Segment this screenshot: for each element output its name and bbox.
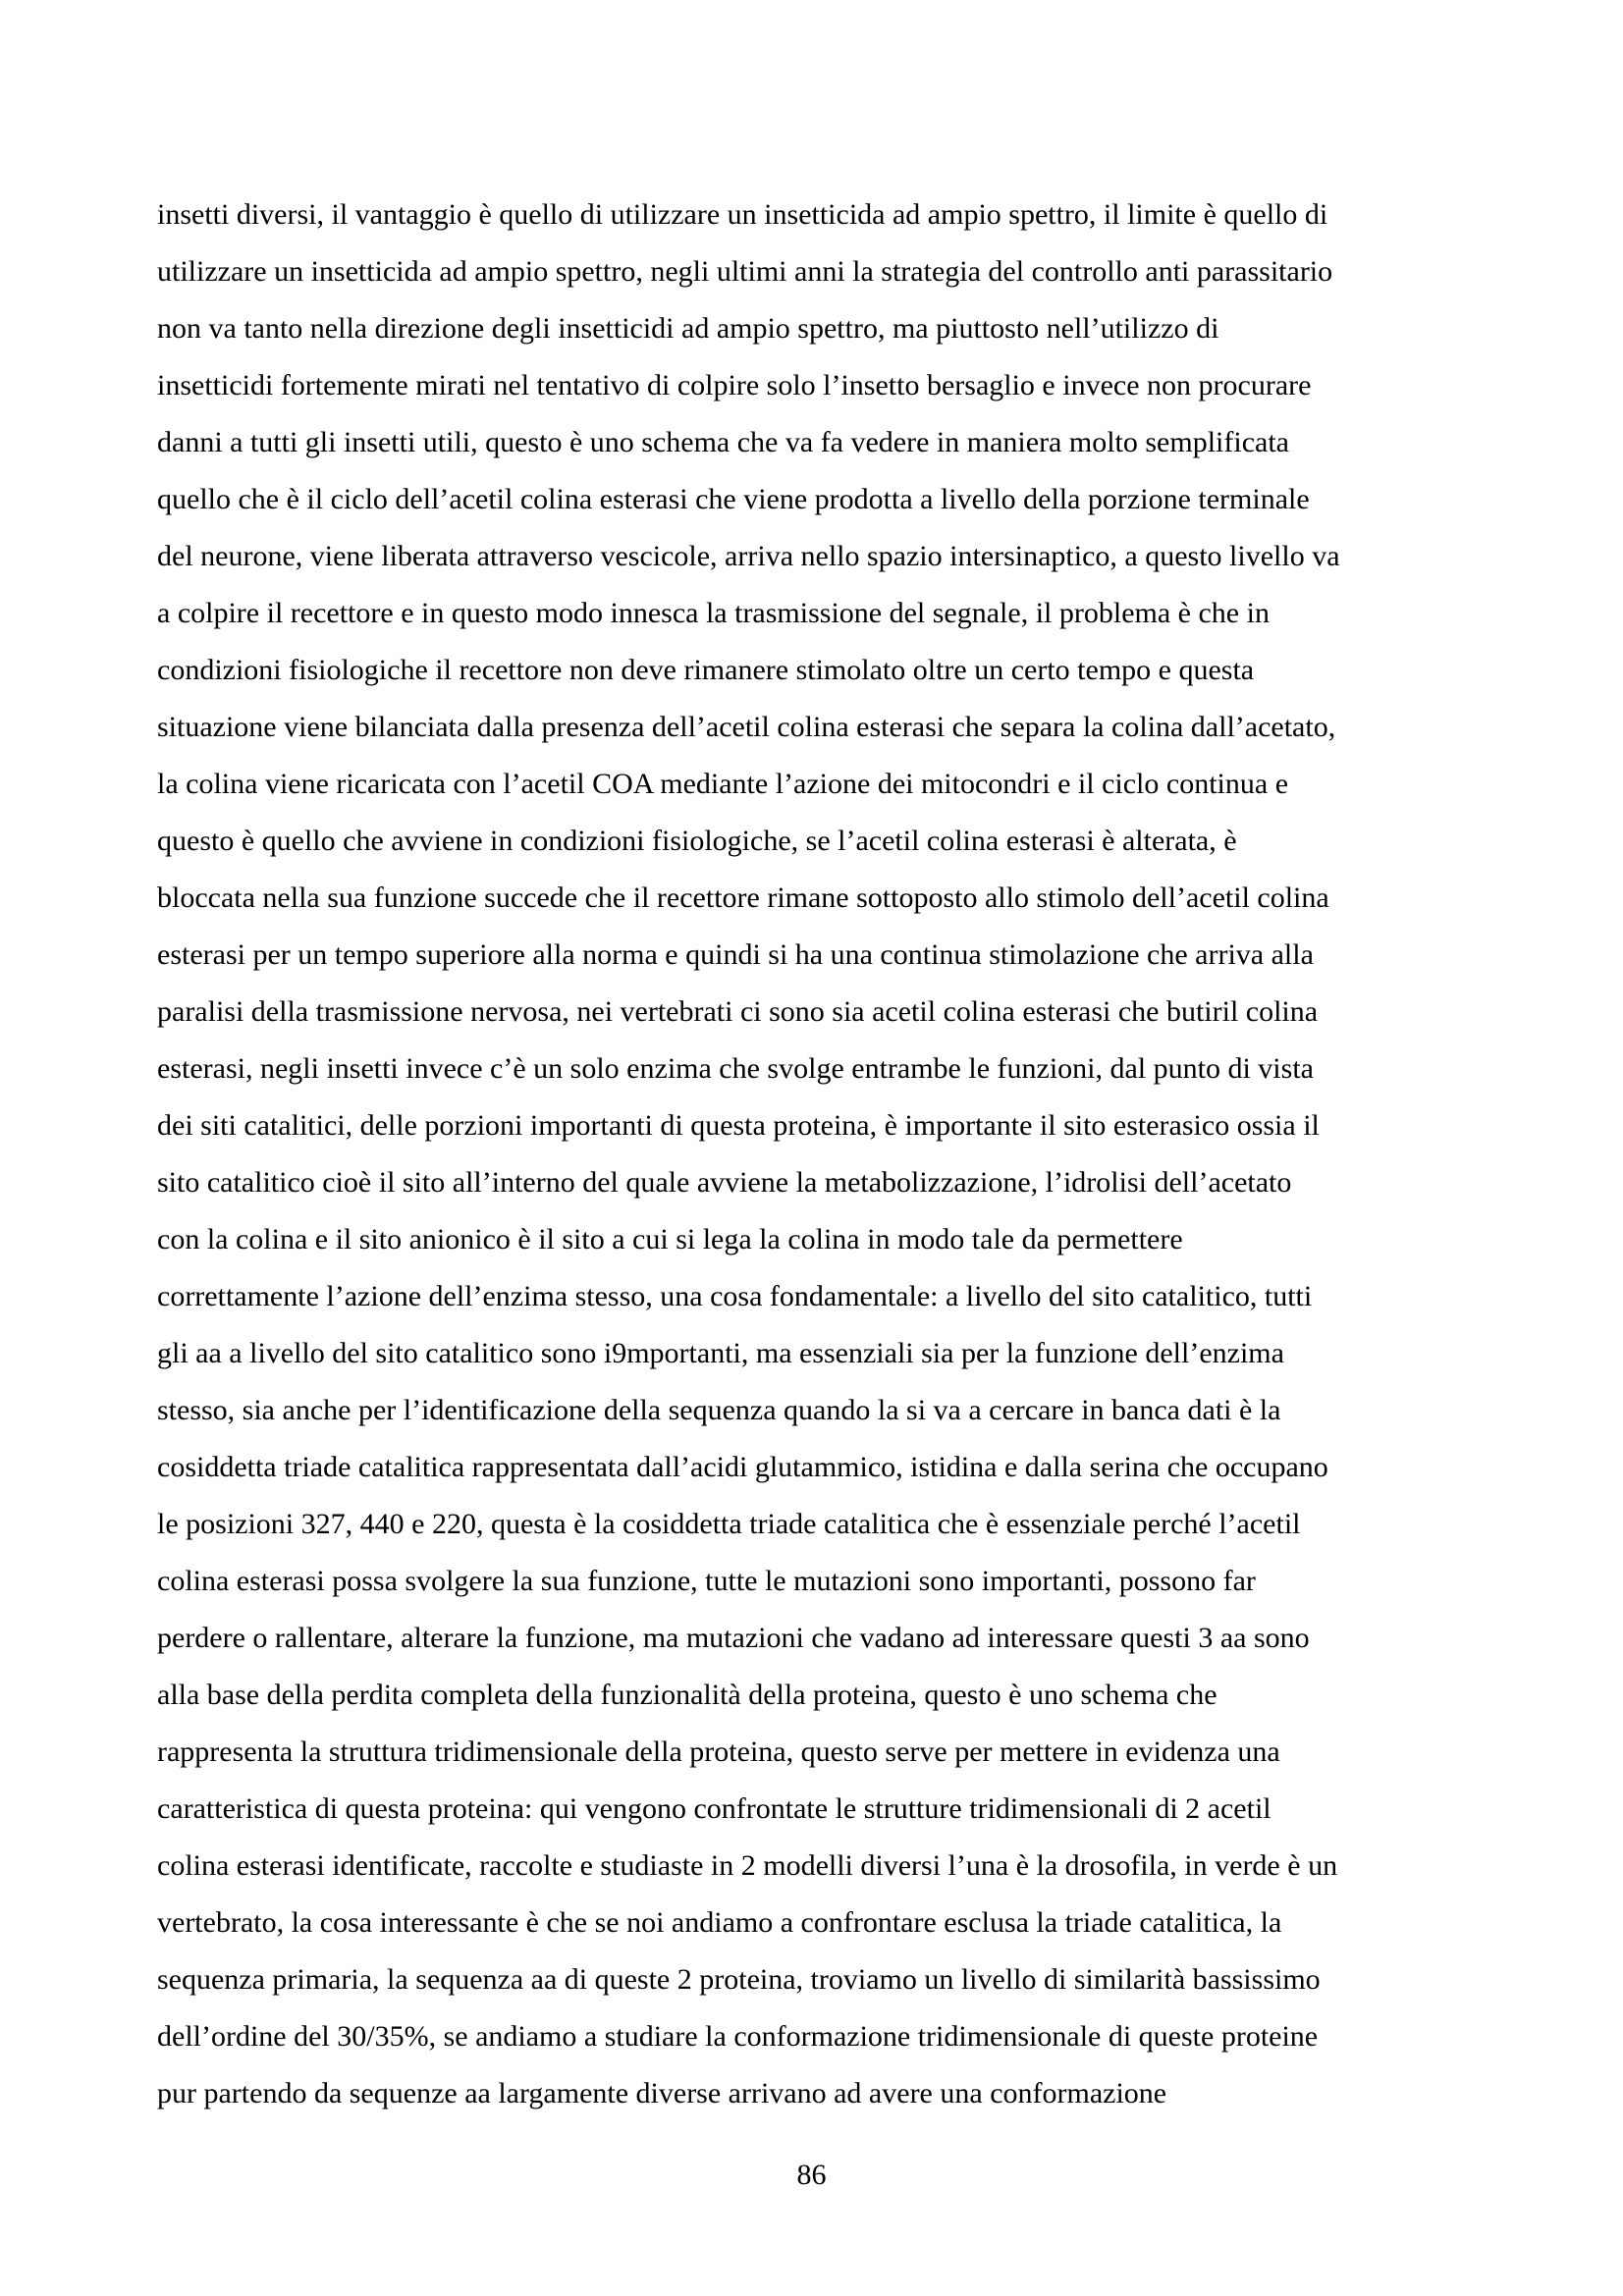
text-line: quello che è il ciclo dell’acetil colina esterasi che viene prodotta a livello della porzione terminale bbox=[157, 483, 1310, 515]
text-line: la colina viene ricaricata con l’acetil COA mediante l’azione dei mitocondri e il ciclo continua e bbox=[157, 768, 1289, 800]
text-line: sito catalitico cioè il sito all’interno del quale avviene la metabolizzazione, l’idrolisi dell’acetato bbox=[157, 1166, 1292, 1199]
text-line: danni a tutti gli insetti utili, questo è uno schema che va fa vedere in maniera molto semplificata bbox=[157, 426, 1289, 458]
text-line: stesso, sia anche per l’identificazione della sequenza quando la si va a cercare in banca dati è la bbox=[157, 1394, 1281, 1426]
text-line: colina esterasi possa svolgere la sua funzione, tutte le mutazioni sono importanti, possono far bbox=[157, 1565, 1256, 1597]
text-line: correttamente l’azione dell’enzima stesso, una cosa fondamentale: a livello del sito catalitico, tutti bbox=[157, 1280, 1313, 1312]
text-line: colina esterasi identificate, raccolte e studiaste in 2 modelli diversi l’una è la drosofila, in verde è un bbox=[157, 1849, 1338, 1882]
page-number: 86 bbox=[796, 2159, 827, 2191]
text-line: cosiddetta triade catalitica rappresentata dall’acidi glutammico, istidina e dalla serina che occupano bbox=[157, 1451, 1328, 1483]
text-line: situazione viene bilanciata dalla presenza dell’acetil colina esterasi che separa la colina dall’acetato, bbox=[157, 711, 1336, 743]
text-line: rappresenta la struttura tridimensionale della proteina, questo serve per mettere in evidenza una bbox=[157, 1735, 1280, 1768]
text-line: alla base della perdita completa della funzionalità della proteina, questo è uno schema che bbox=[157, 1679, 1217, 1711]
text-line: con la colina e il sito anionico è il sito a cui si lega la colina in modo tale da permettere bbox=[157, 1223, 1183, 1255]
text-line: insetticidi fortemente mirati nel tentativo di colpire solo l’insetto bersaglio e invece non procurare bbox=[157, 369, 1312, 401]
text-line: utilizzare un insetticida ad ampio spettro, negli ultimi anni la strategia del controllo anti parassitario bbox=[157, 255, 1333, 288]
text-line: gli aa a livello del sito catalitico sono i9mportanti, ma essenziali sia per la funzione dell’enzima bbox=[157, 1337, 1284, 1369]
text-line: sequenza primaria, la sequenza aa di queste 2 proteina, troviamo un livello di similarità bassissimo bbox=[157, 1963, 1321, 1996]
text-line: pur partendo da sequenze aa largamente diverse arrivano ad avere una conformazione bbox=[157, 2077, 1167, 2109]
text-line: bloccata nella sua funzione succede che il recettore rimane sottoposto allo stimolo dell’acetil colina bbox=[157, 881, 1329, 914]
text-line: insetti diversi, il vantaggio è quello di utilizzare un insetticida ad ampio spettro, il limite è quello di bbox=[157, 198, 1328, 231]
text-line: esterasi, negli insetti invece c’è un solo enzima che svolge entrambe le funzioni, dal punto di vista bbox=[157, 1052, 1314, 1085]
text-line: esterasi per un tempo superiore alla norma e quindi si ha una continua stimolazione che arriva alla bbox=[157, 938, 1314, 971]
text-line: dell’ordine del 30/35%, se andiamo a studiare la conformazione tridimensionale di queste proteine bbox=[157, 2020, 1319, 2053]
text-line: vertebrato, la cosa interessante è che se noi andiamo a confrontare esclusa la triade catalitica, la bbox=[157, 1906, 1282, 1939]
text-line: perdere o rallentare, alterare la funzione, ma mutazioni che vadano ad interessare questi 3 aa sono bbox=[157, 1622, 1310, 1654]
text-line: paralisi della trasmissione nervosa, nei vertebrati ci sono sia acetil colina esterasi che butiril colina bbox=[157, 995, 1319, 1028]
text-line: le posizioni 327, 440 e 220, questa è la cosiddetta triade catalitica che è essenziale perché l’acetil bbox=[157, 1508, 1301, 1540]
body-text bbox=[157, 187, 1492, 2122]
text-line: condizioni fisiologiche il recettore non deve rimanere stimolato oltre un certo tempo e questa bbox=[157, 654, 1255, 686]
text-line: a colpire il recettore e in questo modo innesca la trasmissione del segnale, il problema è che in bbox=[157, 597, 1270, 629]
text-line: caratteristica di questa proteina: qui vengono confrontate le strutture tridimensionali di 2 acetil bbox=[157, 1792, 1271, 1825]
text-line: non va tanto nella direzione degli insetticidi ad ampio spettro, ma piuttosto nell’utilizzo di bbox=[157, 312, 1219, 345]
text-line: questo è quello che avviene in condizioni fisiologiche, se l’acetil colina esterasi è alterata, è bbox=[157, 825, 1237, 857]
text-line: dei siti catalitici, delle porzioni importanti di questa proteina, è importante il sito esterasico ossia il bbox=[157, 1109, 1320, 1142]
text-line: del neurone, viene liberata attraverso vescicole, arriva nello spazio intersinaptico, a questo livello va bbox=[157, 540, 1340, 572]
